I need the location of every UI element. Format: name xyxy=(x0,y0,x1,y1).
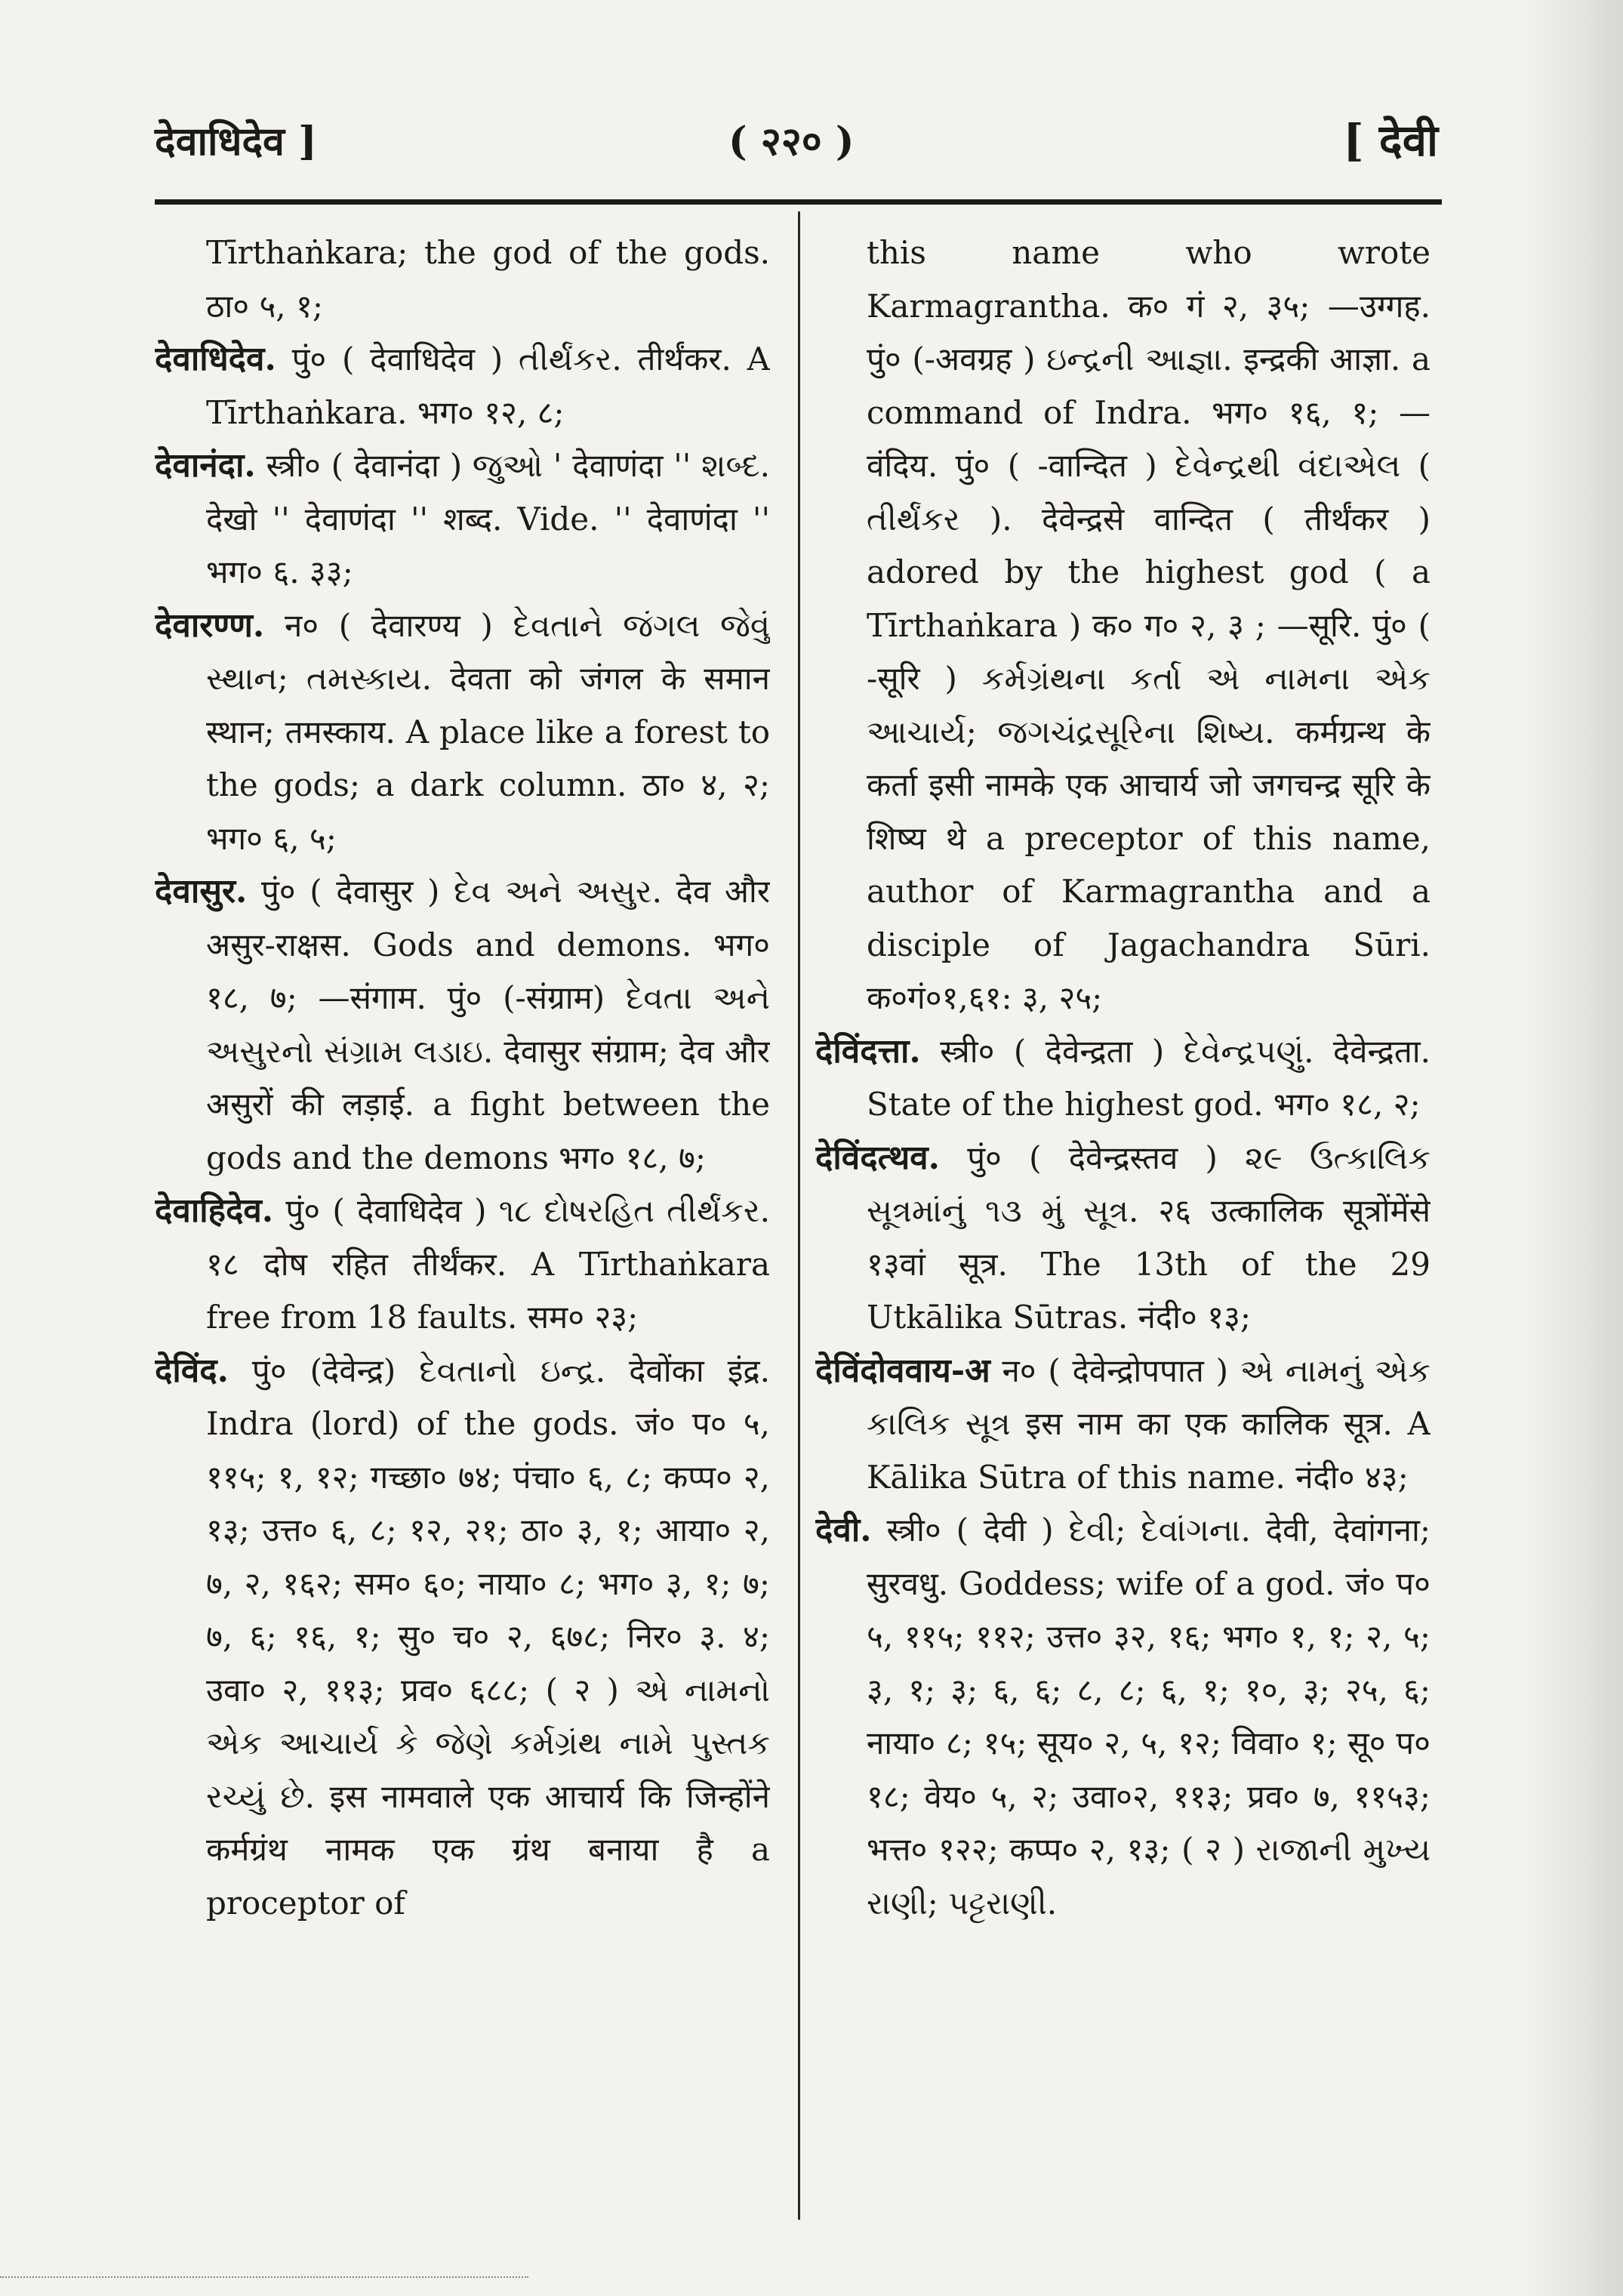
entry-headword: देवासुर. xyxy=(155,872,248,911)
entry-definition: पुं० ( देवासुर ) દેવ અને અસુર. देव और असुर-राक्षस. Gods and demons. भग० १८, ७; —संगाम. पुं० (-संग्राम) દેવતા અને અસુરનો સંગ્રામ લડાઇ. देवासुर संग्राम; देव और असुरों की लड़ाई. a fight between the gods and the demons भग० १८, ७; xyxy=(206,873,770,1176)
header-first-entry: देवाधिदेव ] xyxy=(155,119,317,165)
page-edge-shadow xyxy=(1525,0,1623,2296)
dictionary-entry xyxy=(815,1132,1431,1345)
entry-definition: न० ( देवेन्द्रोपपात ) એ નામનું એક કાલિક સૂત્ર इस नाम का एक कालिक सूत्र. A Kālika Sūtra of this name. नंदी० ४३; xyxy=(867,1351,1431,1496)
entry-definition: न० ( देवारण्य ) દેવતાને જંગલ જેવું સ્થાન; તમસ્કાય. देवता को जंगल के समान स्थान; तमस्काय. A place like a forest to the gods; a dark column. ठा० ४, २; भग० ६, ५; xyxy=(206,606,770,857)
dictionary-entry xyxy=(815,1345,1431,1505)
right-column xyxy=(815,227,1431,2220)
dictionary-entry xyxy=(155,333,770,439)
entry-definition: Tīrthaṅkara; the god of the gods. ठा० ५, १; xyxy=(206,234,770,325)
entry-headword: देविंदत्थव. xyxy=(815,1138,940,1177)
entry-headword: देवानंदा. xyxy=(155,446,256,485)
entry-headword: देवाधिदेव. xyxy=(155,340,276,378)
dictionary-entry xyxy=(155,227,770,333)
dictionary-entry xyxy=(815,1504,1431,1930)
entry-definition: पुं० ( देवाधिदेव ) તીર્થંકર. तीर्थंकर. A Tīrthaṅkara. भग० १२, ८; xyxy=(206,341,770,431)
page-number: ( २२० ) xyxy=(728,119,855,165)
entry-definition: this name who wrote Karmagrantha. क० गं २, ३५; —उग्गह. पुं० (-अवग्रह ) ઇન્દ્રની આજ્ઞા. इन्द्रकी आज्ञा. a command of Indra. भग० १६, १; —वंदिय. पुं० ( -वान्दित ) દેવેન્દ્રથી વંદાએલ ( તીર્થંકર ). देवेन्द्रसे वान्दित ( तीर्थंकर ) adored by the highest god ( a Tīrthaṅkara ) क० ग० २, ३ ; —सूरि. पुं० ( -सूरि ) કર્મગ્રંથના કર્તા એ નામના એક આચાર્ય; જગચંદ્રસૂરિના શિષ્ય. कर्मग्रन्थ के कर्ता इसी नामके एक आचार्य जो जगचन्द्र सूरि के शिष्य थे a preceptor of this name, author of Karmagrantha and a disciple of Jagachandra Sūri. क०गं०१,६१: ३, २५; xyxy=(867,234,1431,1016)
entry-definition: स्त्री० ( देवी ) દેવી; દેવાંગના. देवी, देवांगना; सुरवधु. Goddess; wife of a god. जं० प० ५, ११५; ११२; उत्त० ३२, १६; भग० १, १; २, ५; ३, १; ३; ६, ६; ८, ८; ६, १; १०, ३; २५, ६; नाया० ८; १५; सूय० २, ५, १२; विवा० १; सू० प० १८; वेय० ५, २; उवा०२, ११३; प्रव० ७, ११५३; भत्त० १२२; कप्प० २, १३; ( २ ) રાજાની મુખ્ય રાણી; પટ્ટરાણી. xyxy=(867,1512,1431,1922)
dictionary-entry xyxy=(155,599,770,866)
dictionary-entry xyxy=(155,1185,770,1345)
entry-headword: देविंदत्ता. xyxy=(815,1031,921,1071)
header-last-entry: [ देवी xyxy=(1343,115,1438,166)
entry-headword: देविंदोववाय-अ xyxy=(815,1351,990,1390)
entry-definition: पुं० ( देवेन्द्रस्तव ) ૨૯ ઉત્કાલિક સૂત્રમાંનું ૧૩ મું સૂત્ર. २६ उत्कालिक सूत्रोंमेंसे १३वां सूत्र. The 13th of the 29 Utkālika Sūtras. नंदी० १३; xyxy=(867,1139,1431,1336)
entry-definition: पुं० ( देवाधिदेव ) ૧૮ દોષરહિત તીર્થંકર. १८ दोष रहित तीर्थंकर. A Tīrthaṅkara free from 18 faults. सम० २३; xyxy=(206,1192,770,1336)
entry-definition: पुं० (देवेन्द्र) દેવતાનો ઇન્દ્ર. देवोंका इंद्र. Indra (lord) of the gods. जं० प० ५, ११५; १, १२; गच्छा० ७४; पंचा० ६, ८; कप्प० २, १३; उत्त० ६, ८; १२, २१; ठा० ३, १; आया० २, ७, २, १६२; सम० ६०; नाया० ८; भग० ३, १; ७; ७, ६; १६, १; सु० च० २, ६७८; निर० ३. ४; उवा० २, ११३; प्रव० ६८८; ( २ ) એ નામનો એક આચાર્ય કે જેણે કર્મગ્રંથ નામે પુસ્તક રચ્યું છે. इस नामवाले एक आचार्य कि जिन्होंने कर्मग्रंथ नामक एक ग्रंथ बनाया है a proceptor of xyxy=(206,1351,770,1922)
entry-headword: देवारण्ण. xyxy=(155,606,265,645)
entry-definition: स्त्री० ( देवानंदा ) જુઓ ' देवाणंदा '' શબ્દ. देखो '' देवाणंदा '' शब्द. Vide. '' देवाणंदा '' भग० ६. ३३; xyxy=(206,447,770,590)
dictionary-entry xyxy=(155,1345,770,1931)
entry-definition: स्त्री० ( देवेन्द्रता ) દેવેન્દ્રપણું. देवेन्द्रता. State of the highest god. भग० १८, २; xyxy=(867,1032,1431,1123)
left-column xyxy=(155,227,770,2220)
bottom-edge-dots xyxy=(0,2276,528,2279)
entry-headword: देवाहिदेव. xyxy=(155,1191,274,1230)
dictionary-entry xyxy=(155,865,770,1185)
dictionary-entry xyxy=(815,227,1431,1025)
column-divider xyxy=(798,211,800,2220)
dictionary-entry xyxy=(815,1025,1431,1132)
entry-headword: देविंद. xyxy=(155,1351,229,1390)
entry-headword: देवी. xyxy=(815,1511,872,1549)
running-header xyxy=(155,98,1438,166)
dictionary-entry xyxy=(155,439,770,599)
header-rule xyxy=(155,199,1442,205)
